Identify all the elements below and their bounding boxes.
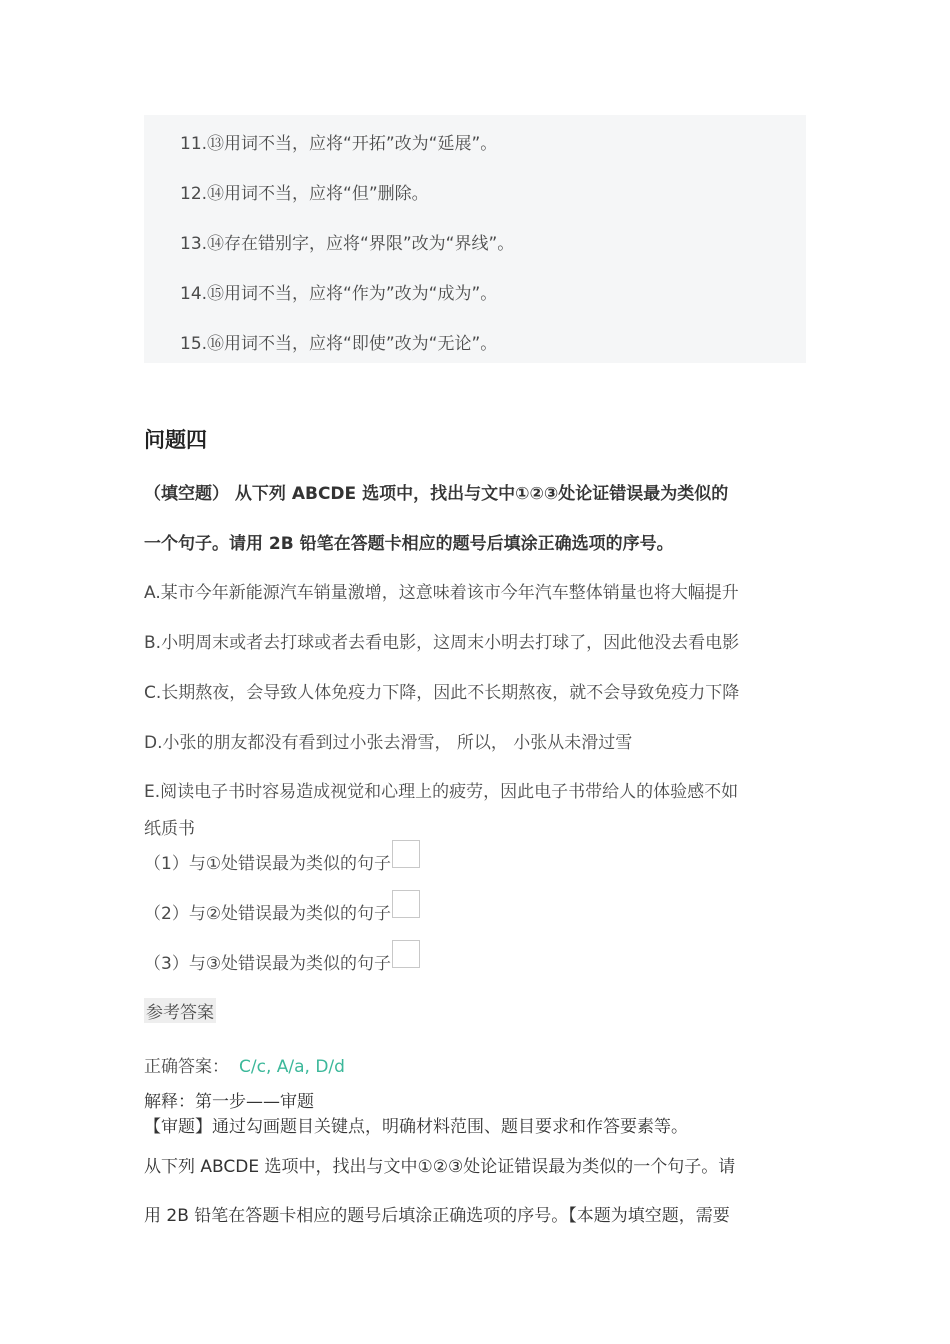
option-c: C.长期熬夜，会导致人体免疫力下降，因此不长期熬夜，就不会导致免疫力下降 [144,683,740,703]
blank-row-3 [144,946,420,974]
blank-input-1[interactable] [392,840,420,868]
question-heading: 问题四 [144,428,207,452]
explanation-line-3: 用 2B 铅笔在答题卡相应的题号后填涂正确选项的序号。【本题为填空题，需要 [144,1206,730,1226]
explanation-line-1: 【审题】通过勾画题目关键点，明确材料范围、题目要求和作答要素等。 [144,1117,688,1137]
option-b: B.小明周末或者去打球或者去看电影，这周末小明去打球了，因此他没去看电影 [144,633,740,653]
answer-line-14: 14.⑮用词不当，应将“作为”改为“成为”。 [180,284,498,304]
blank-row-2 [144,896,420,924]
blank-label-3: （3）与③处错误最为类似的句子 [144,954,392,974]
answer-line-12: 12.⑭用词不当，应将“但”删除。 [180,184,429,204]
explanation-line-2: 从下列 ABCDE 选项中，找出与文中①②③处论证错误最为类似的一个句子。请 [144,1157,736,1177]
blank-label-2: （2）与②处错误最为类似的句子 [144,904,392,924]
answer-line-11: 11.⑬用词不当，应将“开拓”改为“延展”。 [180,134,498,154]
correct-answer-row [144,1052,345,1077]
blank-row-1 [144,846,420,874]
question-stem-line-1: （填空题） 从下列 ABCDE 选项中，找出与文中①②③处论证错误最为类似的 [144,484,729,504]
blank-input-3[interactable] [392,940,420,968]
option-d: D.小张的朋友都没有看到过小张去滑雪， 所以， 小张从未滑过雪 [144,733,633,753]
explanation-title: 解释：第一步——审题 [144,1092,314,1112]
blank-label-1: （1）与①处错误最为类似的句子 [144,854,392,874]
reference-answer-label: 参考答案 [144,998,216,1023]
correct-answer-label: 正确答案： [144,1057,229,1077]
question-stem-line-2: 一个句子。请用 2B 铅笔在答题卡相应的题号后填涂正确选项的序号。 [144,534,674,554]
option-e-continued: 纸质书 [144,819,195,839]
option-a: A.某市今年新能源汽车销量激增，这意味着该市今年汽车整体销量也将大幅提升 [144,583,739,603]
option-e: E.阅读电子书时容易造成视觉和心理上的疲劳，因此电子书带给人的体验感不如 [144,782,739,802]
answer-line-15: 15.⑯用词不当，应将“即使”改为“无论”。 [180,334,498,354]
blank-input-2[interactable] [392,890,420,918]
answer-line-13: 13.⑭存在错别字，应将“界限”改为“界线”。 [180,234,515,254]
correct-answer-value: C/c, A/a, D/d [239,1057,345,1077]
